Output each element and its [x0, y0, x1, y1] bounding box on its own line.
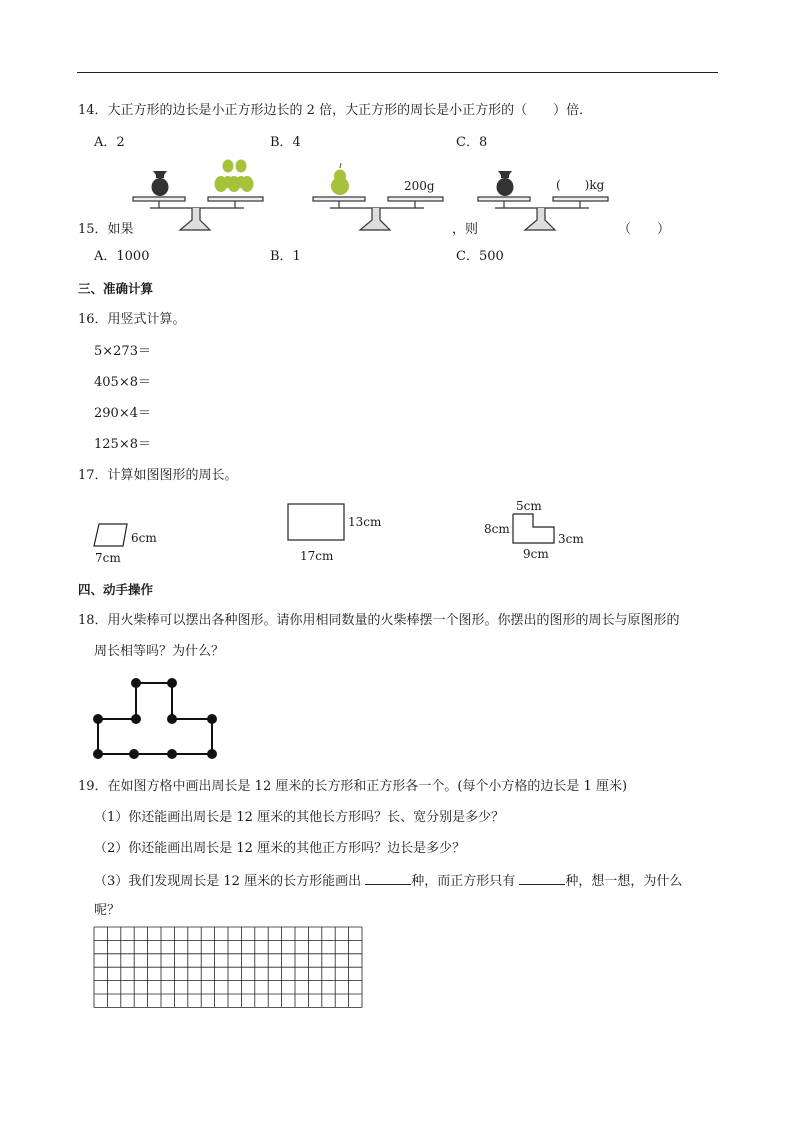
section4-title: 四、动手操作 [78, 582, 154, 597]
q19-sub3-part-c: 种，想一想，为什么 [565, 874, 683, 889]
section3-title: 三、准确计算 [78, 281, 154, 296]
q16-item-1: 5×273＝ [94, 344, 151, 359]
l-shape-right-label: 3cm [558, 532, 584, 546]
balance-scale-2 [300, 150, 460, 240]
l-shape-top-label: 5cm [516, 499, 542, 513]
q14-option-c[interactable]: C．8 [456, 135, 488, 150]
q19-blank-1[interactable] [365, 873, 411, 885]
q16-item-4: 125×8＝ [94, 437, 151, 452]
q16-stem: 16．用竖式计算。 [78, 312, 186, 327]
scale2-weight-label: 200g [404, 179, 435, 193]
balance-scale-3 [465, 150, 625, 240]
q19-stem: 19．在如图方格中画出周长是 12 厘米的长方形和正方形各一个。(每个小方格的边长是 1 厘米) [78, 779, 628, 794]
q17-stem: 17．计算如图图形的周长。 [78, 468, 238, 483]
scale-body [478, 197, 608, 230]
q15-option-c[interactable]: C．500 [456, 249, 504, 264]
q15-mid: ，则 [452, 222, 479, 237]
q15-answer-paren: （ ） [618, 222, 671, 237]
q14-option-a[interactable]: A．2 [94, 135, 125, 150]
money-bag-icon [152, 171, 169, 196]
q16-item-3: 290×4＝ [94, 406, 151, 421]
q19-sub3-part-b: 种，而正方形只有 [411, 874, 516, 889]
scale-body [133, 197, 263, 230]
q15-prefix: 15．如果 [78, 222, 134, 237]
parallelogram-side-label: 6cm [131, 531, 157, 545]
rectangle-figure [280, 498, 400, 568]
q18-line2: 周长相等吗？为什么？ [94, 644, 225, 659]
scale-body [313, 197, 443, 230]
l-shape-figure [480, 496, 600, 566]
q19-sub3 [94, 873, 682, 890]
q14-option-b[interactable]: B．4 [270, 135, 301, 150]
parallelogram-figure [85, 510, 175, 570]
q19-sub3-part-a: （3）我们发现周长是 12 厘米的长方形能画出 [94, 874, 362, 889]
q19-blank-2[interactable] [519, 873, 565, 885]
q15-option-b[interactable]: B．1 [270, 249, 301, 264]
rectangle-side-label: 13cm [348, 515, 382, 529]
parallelogram-bottom-label: 7cm [95, 551, 121, 565]
q15-option-a[interactable]: A．1000 [94, 249, 150, 264]
square-grid[interactable] [93, 926, 363, 1010]
q19-sub2: （2）你还能画出周长是 12 厘米的其他正方形吗？边长是多少？ [94, 841, 466, 856]
pear-icon [331, 163, 349, 195]
q14-stem: 14．大正方形的边长是小正方形边长的 2 倍，大正方形的周长是小正方形的（ ）倍． [78, 103, 593, 118]
money-bag-icon [497, 171, 514, 196]
balance-scale-1 [120, 150, 280, 240]
scale3-blank-label: ( )kg [556, 178, 605, 192]
q18-line1: 18．用火柴棒可以摆出各种图形。请你用相同数量的火柴棒摆一个图形。你摆出的图形的周长与原图形的 [78, 613, 680, 628]
matchstick-figure [90, 675, 230, 765]
q16-item-2: 405×8＝ [94, 375, 151, 390]
l-shape-bottom-label: 9cm [523, 547, 549, 561]
pear-icon [215, 160, 254, 193]
q19-sub3-end: 呢？ [94, 903, 121, 918]
q19-sub1: （1）你还能画出周长是 12 厘米的其他长方形吗？长、宽分别是多少？ [94, 810, 505, 825]
header-rule [77, 72, 718, 73]
l-shape-left-label: 8cm [484, 522, 510, 536]
rectangle-bottom-label: 17cm [300, 549, 334, 563]
